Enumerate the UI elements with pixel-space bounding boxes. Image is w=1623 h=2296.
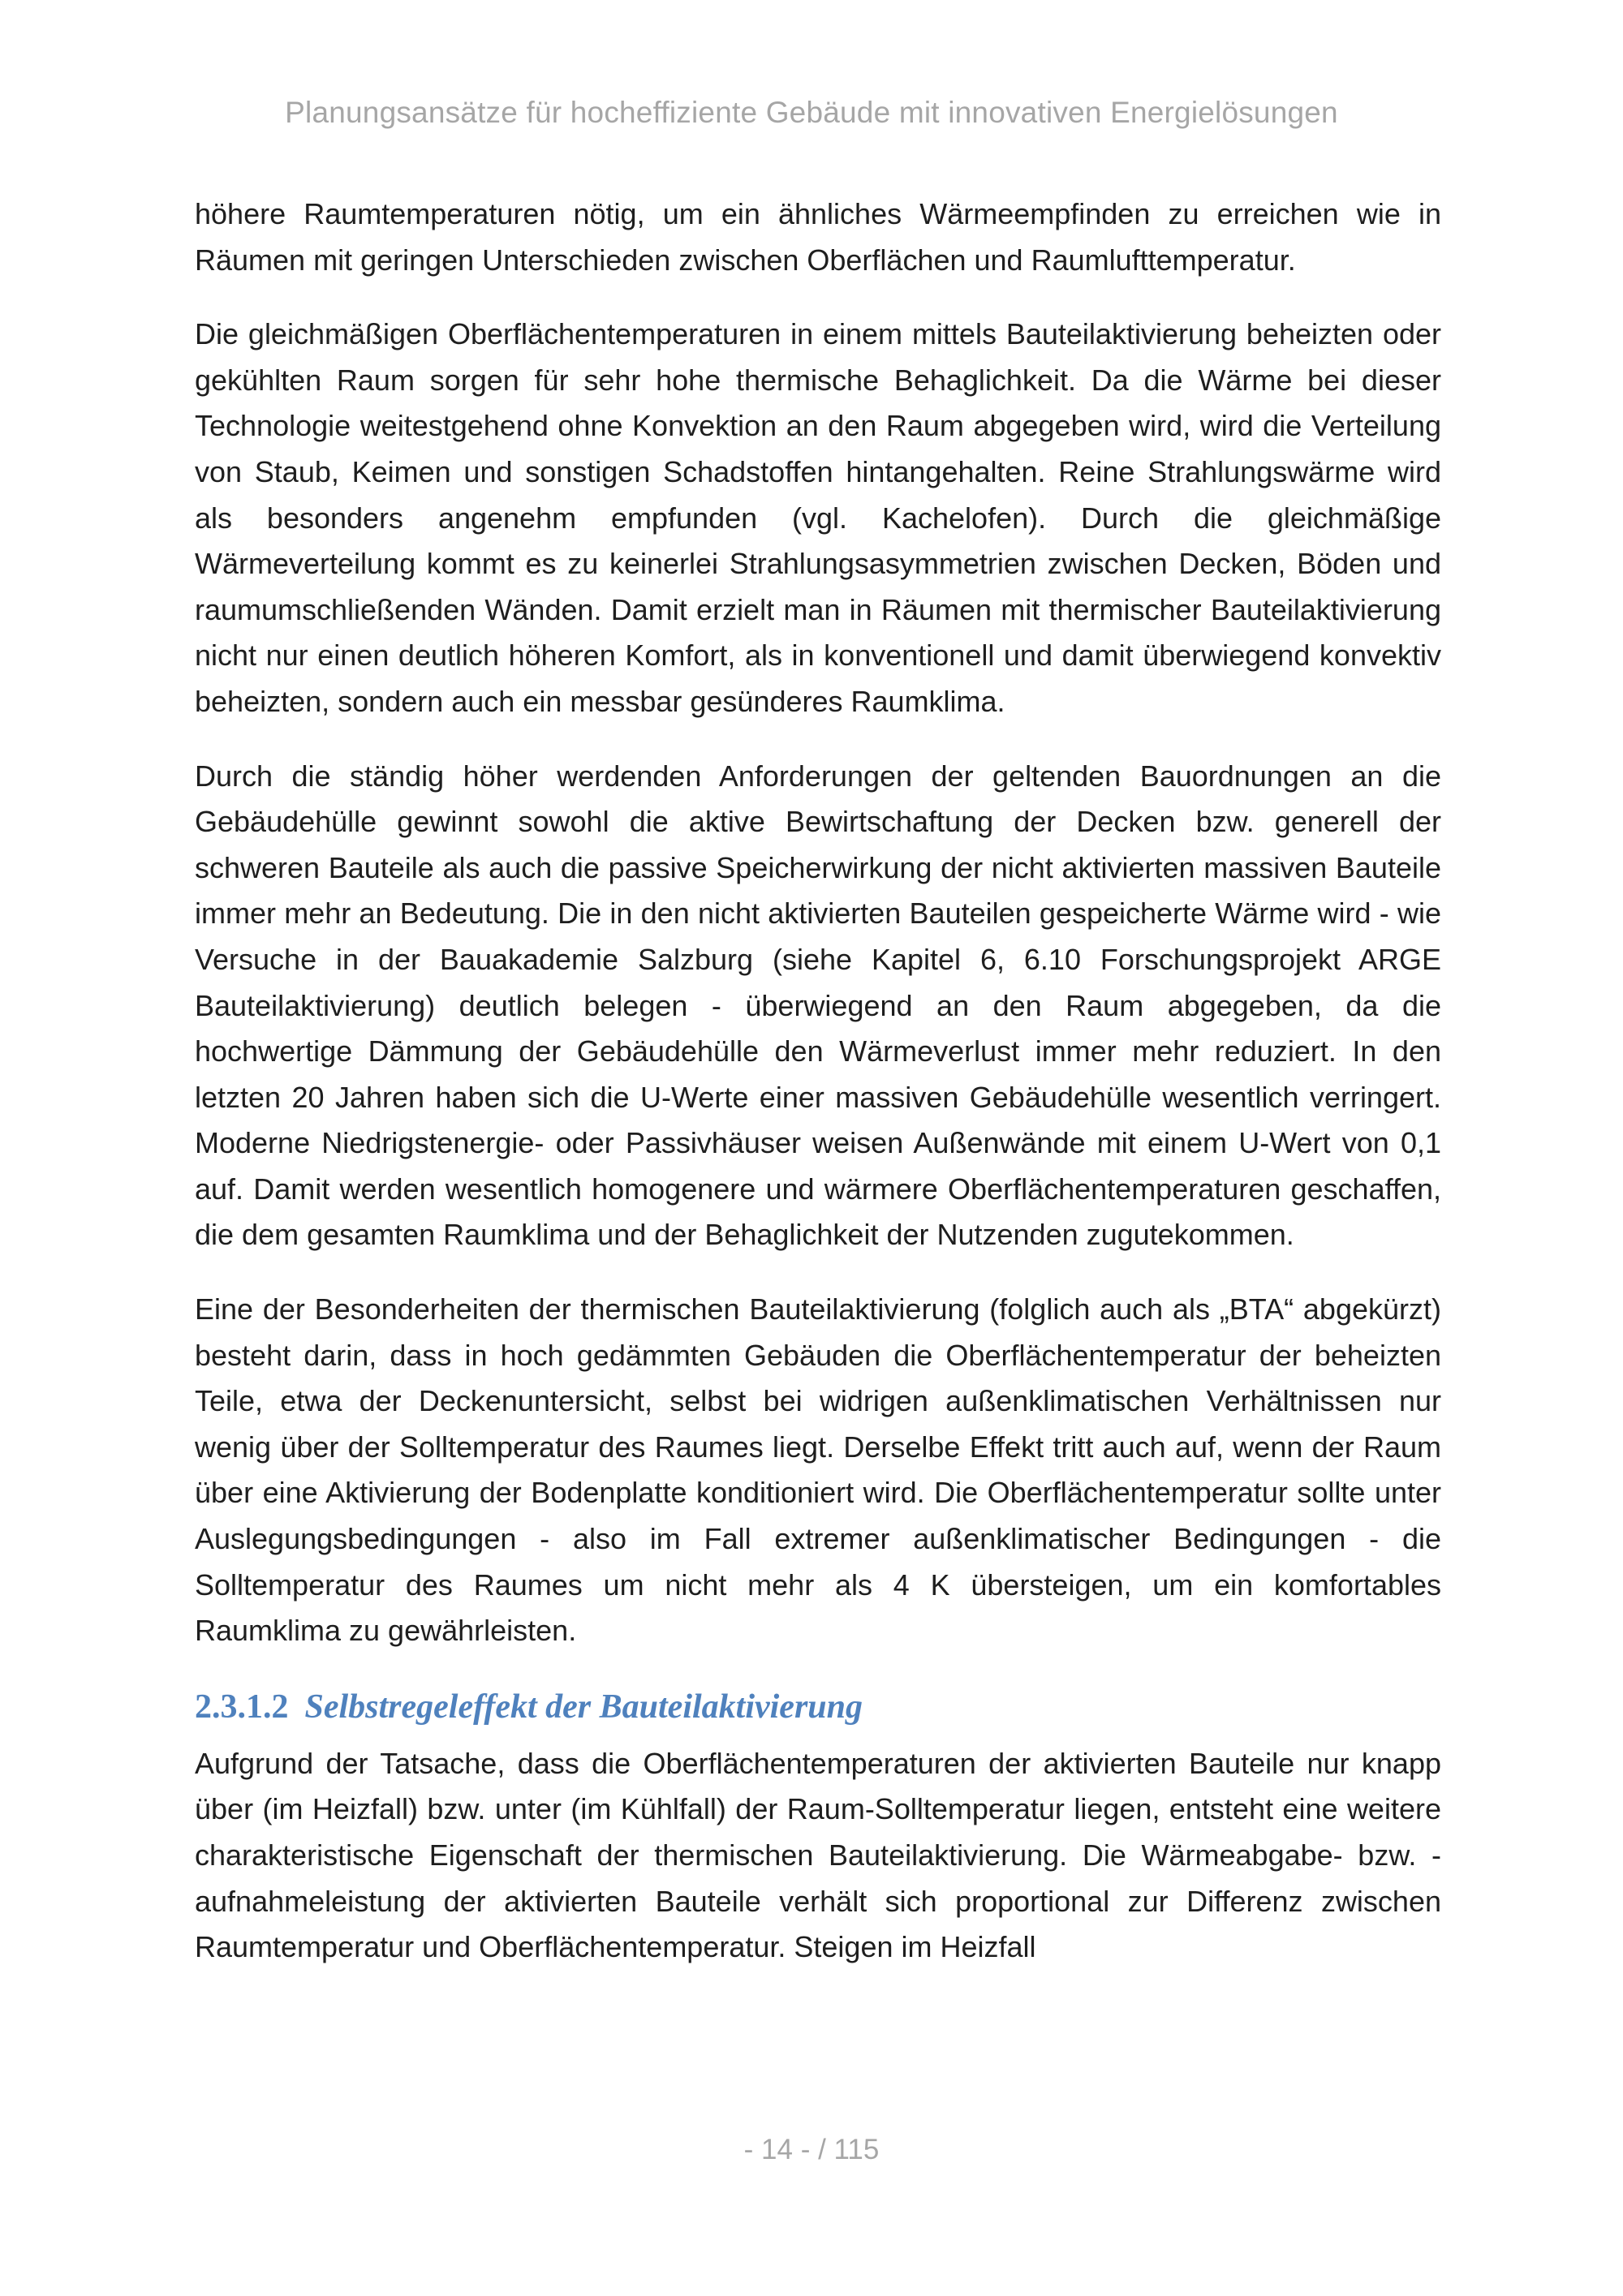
paragraph-3: Durch die ständig höher werdenden Anforderungen der geltenden Bauordnungen an die Gebäudehülle gewinnt sowohl die aktive Bewirtschaftung der Decken bzw. generell der schweren Bauteile als auch die passive Speicherwirkung der nicht aktivierten massiven Bauteile immer mehr an Bedeutung. Die in den nicht aktivierten Bauteilen gespeicherte Wärme wird - wie Versuche in der Bauakademie Salzburg (siehe Kapitel 6, 6.10 Forschungsprojekt ARGE Bauteilaktivierung) deutlich belegen - überwiegend an den Raum abgegeben, da die hochwertige Dämmung der Gebäudehülle den Wärmeverlust immer mehr reduziert. In den letzten 20 Jahren haben sich die U-Werte einer massiven Gebäudehülle wesentlich verringert. Moderne Niedrigstenergie- oder Passivhäuser weisen Außenwände mit einem U-Wert von 0,1 auf. Damit werden wesentlich homogenere und wärmere Oberflächentemperaturen geschaffen, die dem gesamten Raumklima und der Behaglichkeit der Nutzenden zugutekommen.	[195, 759, 1441, 1252]
paragraph-2: Die gleichmäßigen Oberflächentemperaturen in einem mittels Bauteilaktivierung beheizten oder gekühlten Raum sorgen für sehr hohe thermische Behaglichkeit. Da die Wärme bei dieser Technologie weitestgehend ohne Konvektion an den Raum abgegeben wird, wird die Verteilung von Staub, Keimen und sonstigen Schadstoffen hintangehalten. Reine Strahlungswärme wird als besonders angenehm empfunden (vgl. Kachelofen). Durch die gleichmäßige Wärmeverteilung kommt es zu keinerlei Strahlungsasymmetrien zwischen Decken, Böden und raumumschließenden Wänden. Damit erzielt man in Räumen mit thermischer Bauteilaktivierung nicht nur einen deutlich höheren Komfort, als in konventionell und damit überwiegend konvektiv beheizten, sondern auch ein messbar gesünderes Raumklima.	[195, 317, 1441, 718]
paragraph-4: Eine der Besonderheiten der thermischen Bauteilaktivierung (folglich auch als „BTA“ abgekürzt) besteht darin, dass in hoch gedämmten Gebäuden die Oberflächentemperatur der beheizten Teile, etwa der Deckenuntersicht, selbst bei widrigen außenklimatischen Verhältnissen nur wenig über der Solltemperatur des Raumes liegt. Derselbe Effekt tritt auch auf, wenn der Raum über eine Aktivierung der Bodenplatte konditioniert wird. Die Oberflächentemperatur sollte unter Auslegungsbedingungen - also im Fall extremer außenklimatischer Bedingungen - die Solltemperatur des Raumes um nicht mehr als 4 K übersteigen, um ein komfortables Raumklima zu gewährleisten.	[195, 1292, 1441, 1648]
section-heading	[195, 1683, 1441, 1731]
section-number: 2.3.1.2	[195, 1688, 289, 1726]
paragraph-1: höhere Raumtemperaturen nötig, um ein ähnliches Wärmeempfinden zu erreichen wie in Räumen mit geringen Unterschieden zwischen Oberflächen und Raumlufttemperatur.	[195, 197, 1441, 277]
section-title: Selbstregeleffekt der Bauteilaktivierung	[304, 1688, 863, 1726]
running-header: Planungsansätze für hocheffiziente Gebäude mit innovativen Energielösungen	[285, 96, 1338, 129]
paragraph-5: Aufgrund der Tatsache, dass die Oberflächentemperaturen der aktivierten Bauteile nur knapp über (im Heizfall) bzw. unter (im Kühlfall) der Raum-Solltemperatur liegen, entsteht eine weitere charakteristische Eigenschaft der thermischen Bauteilaktivierung. Die Wärmeabgabe- bzw. -aufnahmeleistung der aktivierten Bauteile verhält sich proportional zur Differenz zwischen Raumtemperatur und Oberflächentemperatur. Steigen im Heizfall	[195, 1746, 1441, 1964]
page-body	[195, 191, 1441, 1999]
page-number: - 14 - / 115	[743, 2134, 880, 2165]
